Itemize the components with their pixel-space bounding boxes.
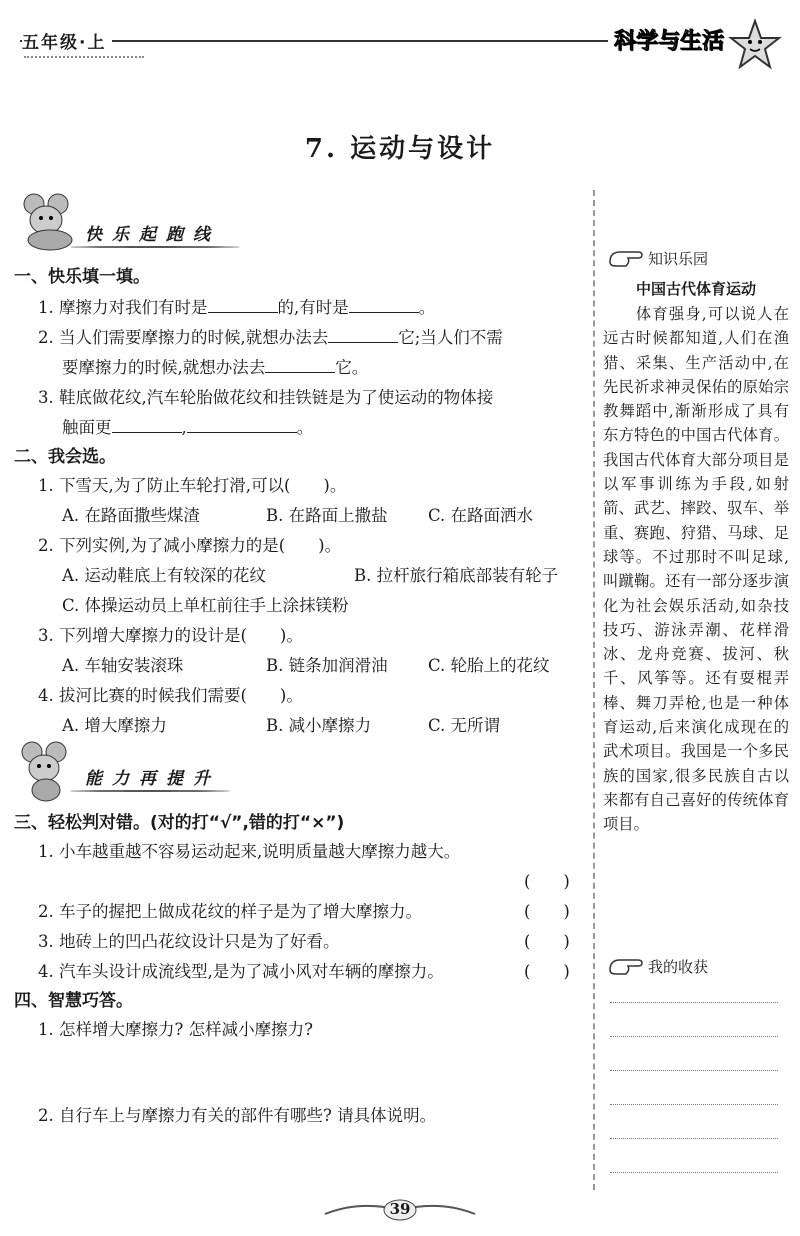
harvest-line[interactable] [610, 1172, 778, 1173]
choice-q1-option-a: A. 在路面撒些煤渣 [62, 506, 200, 525]
choice-q4-option-c: C. 无所谓 [428, 716, 501, 735]
answer-q2: 2. 自行车上与摩擦力有关的部件有哪些? 请具体说明。 [38, 1106, 437, 1125]
brand-title: 科学与生活 [608, 24, 730, 55]
banner-ability-up: 能力再提升 [85, 769, 220, 789]
pointing-hand-icon [608, 952, 644, 978]
fill-q3-line2: 触面更 , 。 [62, 418, 314, 437]
banner-underline [70, 246, 240, 248]
column-divider [593, 190, 595, 1190]
choice-q1-option-c: C. 在路面洒水 [428, 506, 534, 525]
choice-q3-option-c: C. 轮胎上的花纹 [428, 656, 550, 675]
fill-q2-line2: 要摩擦力的时候,就想办法去 它。 [62, 358, 369, 377]
article-title: 中国古代体育运动 [635, 280, 756, 298]
choice-q4-option-a: A. 增大摩擦力 [62, 716, 167, 735]
choice-q3-option-a: A. 车轴安装滚珠 [62, 656, 184, 675]
banner-underline [70, 790, 230, 792]
fill-q2-line1: 2. 当人们需要摩擦力的时候,就想办法去 它;当人们不需 [38, 328, 503, 347]
article-body: 体育强身,可以说人在远古时候都知道,人们在渔猎、采集、生产活动中,在先民祈求神灵保佑的原始宗教舞蹈中,渐渐形成了具有东方特色的中国古代体育。我国古代体育大部分项目是以军事训练为手段,如射箭、武艺、摔跤、驭车、举重、赛跑、狩猎、马球、足球等。不过那时不叫足球,叫蹴鞠。还有一部分逐步演化为社会娱乐活动,如杂技技巧、游泳弄潮、花样滑冰、龙舟竞赛、拔河、秋千、风筝等。还有耍棍弄棒、舞刀弄枪,也是一种体育运动,后来演化成现在的武术项目。我国是一个多民族的国家,很多民族自古以来都有自己喜好的传统体育项目。 [603, 305, 789, 834]
judge-q2-paren: ( ) [524, 902, 570, 921]
judge-q1: 1. 小车越重越不容易运动起来,说明质量越大摩擦力越大。 [38, 842, 461, 861]
choice-q4: 4. 拔河比赛的时候我们需要( )。 [38, 686, 303, 705]
grade-label: 五年级·上 [22, 28, 112, 53]
page-number: 39 [389, 1200, 411, 1218]
choice-q2-option-c: C. 体操运动员上单杠前往手上涂抹镁粉 [62, 596, 349, 615]
harvest-label: 我的收获 [648, 958, 709, 976]
knowledge-label: 知识乐园 [648, 250, 709, 268]
header-dotted-rule [24, 56, 144, 58]
mouse-mascot-icon [14, 740, 80, 802]
choice-q4-option-b: B. 减小摩擦力 [266, 716, 372, 735]
judge-q2: 2. 车子的握把上做成花纹的样子是为了增大摩擦力。 [38, 902, 422, 921]
mouse-mascot-icon [14, 190, 84, 252]
star-mascot-icon [728, 18, 782, 72]
judge-q3-paren: ( ) [524, 932, 570, 951]
judge-q3: 3. 地砖上的凹凸花纹设计只是为了好看。 [38, 932, 340, 951]
choice-q2: 2. 下列实例,为了减小摩擦力的是( )。 [38, 536, 342, 555]
harvest-line[interactable] [610, 1138, 778, 1139]
answer-q1: 1. 怎样增大摩擦力? 怎样减小摩擦力? [38, 1020, 313, 1039]
banner-happy-start: 快乐起跑线 [85, 225, 220, 245]
choice-q1-option-b: B. 在路面上撒盐 [266, 506, 388, 525]
judge-q4: 4. 汽车头设计成流线型,是为了减小风对车辆的摩擦力。 [38, 962, 444, 981]
harvest-line[interactable] [610, 1104, 778, 1105]
fill-q3-line1: 3. 鞋底做花纹,汽车轮胎做花纹和挂铁链是为了使运动的物体接 [38, 388, 494, 407]
section-judge-heading: 三、轻松判对错。(对的打“√”,错的打“×”) [14, 813, 345, 833]
judge-q4-paren: ( ) [524, 962, 570, 981]
choice-q1: 1. 下雪天,为了防止车轮打滑,可以( )。 [38, 476, 347, 495]
choice-q3-option-b: B. 链条加润滑油 [266, 656, 388, 675]
harvest-line[interactable] [610, 1002, 778, 1003]
judge-q1-paren: ( ) [524, 872, 570, 891]
choice-q3: 3. 下列增大摩擦力的设计是( )。 [38, 626, 303, 645]
harvest-line[interactable] [610, 1070, 778, 1071]
section-choice-heading: 二、我会选。 [14, 447, 116, 467]
fill-q1: 1. 摩擦力对我们有时是 的,有时是 。 [38, 298, 436, 317]
pointing-hand-icon [608, 244, 644, 270]
choice-q2-option-b: B. 拉杆旅行箱底部装有轮子 [354, 566, 559, 585]
choice-q2-option-a: A. 运动鞋底上有较深的花纹 [62, 566, 266, 585]
section-fill-heading: 一、快乐填一填。 [14, 267, 150, 287]
section-answer-heading: 四、智慧巧答。 [14, 991, 133, 1011]
page-title: 7. 运动与设计 [304, 134, 496, 164]
harvest-line[interactable] [610, 1036, 778, 1037]
